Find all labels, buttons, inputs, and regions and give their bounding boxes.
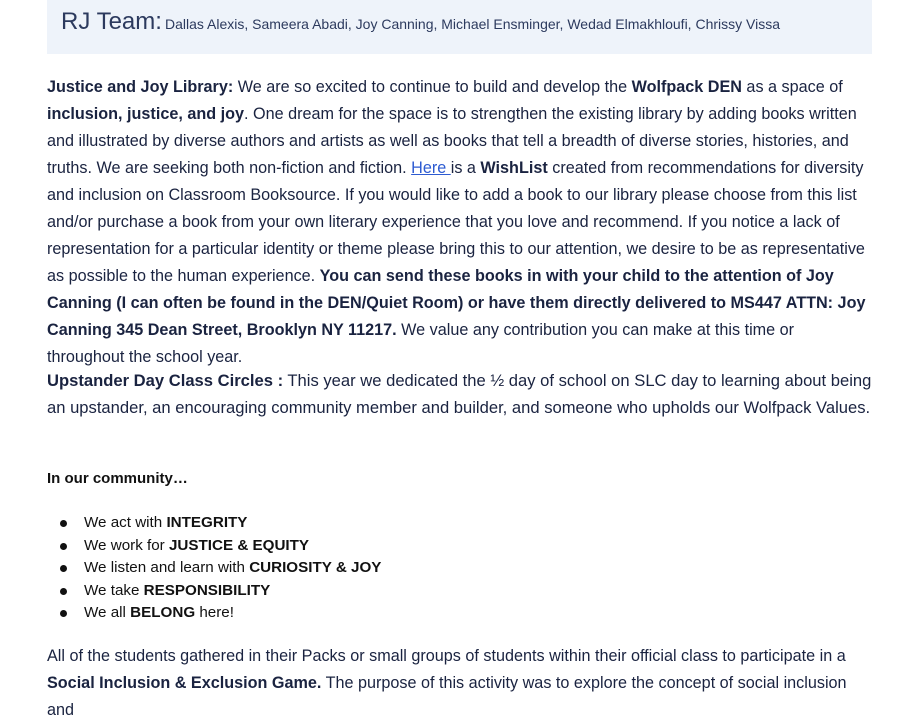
- bullet-icon: [60, 520, 67, 527]
- list-item: [47, 535, 381, 558]
- closing-text-2: The purpose of this activity was to explore the concept of social inclusion and: [47, 674, 847, 719]
- library-bold-delivery: You can send these books in with your child to the attention of Joy Canning (I can often be found in the DEN/Quiet Room) or have them directly delivered to MS447 ATTN: Joy Canning 345 Dean Street, Brooklyn NY 11217.: [47, 267, 866, 339]
- list-item: [47, 602, 381, 625]
- bullet-icon: [60, 610, 67, 617]
- library-text-4: is a: [450, 159, 481, 177]
- library-bold-wishlist: WishList: [480, 159, 548, 177]
- wishlist-link[interactable]: Here: [411, 159, 451, 177]
- value-bold: INTEGRITY: [166, 514, 248, 531]
- list-item: [47, 557, 381, 580]
- value-text: We all: [84, 604, 131, 622]
- closing-text-1: All of the students gathered in their Packs or small groups of students within their official class to participate in a: [47, 647, 846, 665]
- bullet-icon: [60, 565, 67, 572]
- list-item: [47, 580, 381, 603]
- closing-bold-game: Social Inclusion & Exclusion Game.: [47, 674, 322, 692]
- value-bold: CURIOSITY & JOY: [249, 559, 382, 577]
- value-text: We work for: [84, 536, 169, 554]
- community-heading: In our community…: [47, 470, 188, 487]
- closing-paragraph: [47, 643, 873, 724]
- values-list: [47, 512, 381, 625]
- upstander-paragraph: [47, 367, 873, 421]
- value-bold: JUSTICE & EQUITY: [168, 536, 310, 554]
- list-item: [47, 512, 381, 535]
- value-suffix: here!: [195, 604, 234, 622]
- library-text-2: as a space of: [741, 78, 843, 96]
- value-text: We listen and learn with: [84, 559, 250, 577]
- value-text: We take: [84, 581, 144, 599]
- bullet-icon: [60, 543, 67, 550]
- library-bold-den: Wolfpack DEN: [631, 78, 742, 96]
- library-bold-inclusion: inclusion, justice, and joy: [47, 105, 244, 123]
- upstander-heading: Upstander Day Class Circles :: [47, 371, 284, 390]
- bullet-icon: [60, 588, 67, 595]
- library-paragraph: [47, 74, 873, 371]
- library-text-1: We are so excited to continue to build and develop the: [233, 78, 632, 96]
- rj-team-names: Dallas Alexis, Sameera Abadi, Joy Canning, Michael Ensminger, Wedad Elmakhloufi, Chrissy Vissa: [165, 16, 780, 32]
- value-bold: RESPONSIBILITY: [143, 581, 271, 599]
- rj-team-banner: [47, 0, 872, 54]
- library-heading: Justice and Joy Library:: [47, 78, 234, 96]
- library-text-5: created from recommendations for diversity and inclusion on Classroom Booksource. If you would like to add a book to our library please choose from this list and/or purchase a book from your own literary experience that you love and recommend. If you notice a lack of representation for a particular identity or theme please bring this to our attention, we desire to be as representative as possible to the human experience.: [47, 159, 865, 285]
- rj-team-title: RJ Team:: [61, 8, 162, 35]
- library-text-6: We value any contribution you can make at this time or throughout the school year.: [47, 321, 795, 366]
- value-bold: BELONG: [130, 604, 196, 622]
- library-text-3: . One dream for the space is to strengthen the existing library by adding books written and illustrated by diverse authors and artists as well as books that tell a breadth of diverse stories, histories, and truths. We are seeking both non-fiction and fiction.: [47, 105, 857, 177]
- upstander-text: This year we dedicated the ½ day of school on SLC day to learning about being an upstander, an encouraging community member and builder, and someone who upholds our Wolfpack Values.: [47, 371, 872, 417]
- value-text: We act with: [84, 514, 167, 531]
